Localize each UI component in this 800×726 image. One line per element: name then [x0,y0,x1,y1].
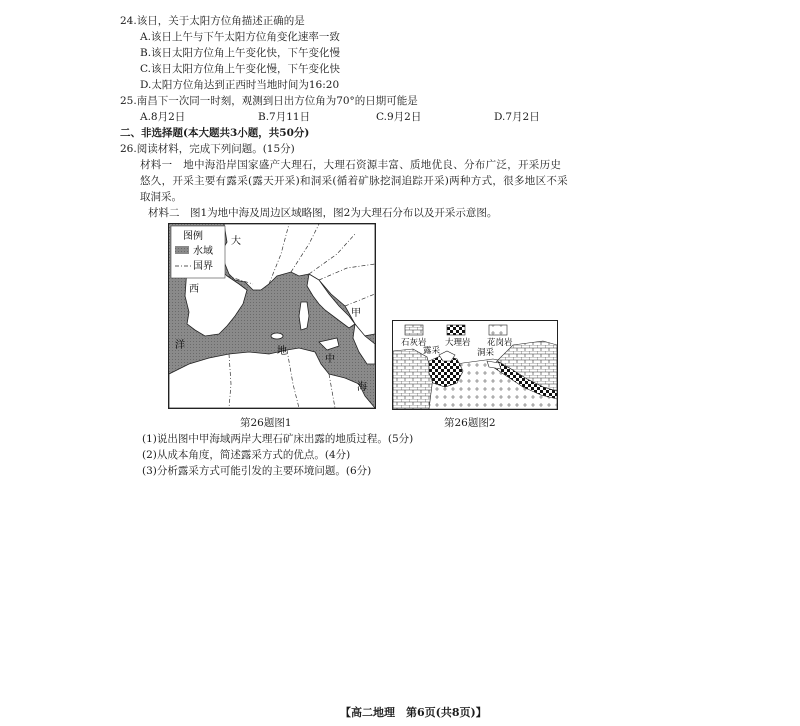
label-xi: 西 [189,284,199,295]
legend-granite-label: 花岗岩 [487,338,513,348]
q26-material2: 材料二 图1为地中海及周边区域略图，图2为大理石分布以及开采示意图。 [148,207,498,219]
legend-water-swatch [175,246,189,254]
label-jia: 甲 [351,308,361,319]
label-zhong: 中 [325,354,335,365]
sardinia-island [299,302,309,330]
figure1-caption: 第26题图1 [240,417,292,429]
section-heading: 二、非选择题(本大题共3小题，共50分) [120,127,310,139]
q25-option-b: B.7月11日 [258,111,311,123]
mediterranean-map-svg [169,224,375,408]
page-footer: 【高二地理 第6页(共8页)】 [340,706,487,719]
legend-granite-swatch [489,325,507,335]
label-yang: 洋 [175,340,185,351]
q24-stem: 24.该日，关于太阳方位角描述正确的是 [120,15,305,27]
q24-option-b: B.该日太阳方位角上午变化快，下午变化慢 [140,47,341,59]
label-hai: 海 [357,382,367,393]
q26-sub2: (2)从成本角度，简述露采方式的优点。(4分) [142,449,351,461]
balearic-island [271,333,283,339]
figure2-caption: 第26题图2 [444,417,496,429]
legend-border-label: 国界 [193,261,213,272]
legend-title: 图例 [183,231,203,242]
legend-limestone-label: 石灰岩 [401,338,427,348]
q26-sub1: (1)说出图中甲海域两岸大理石矿床出露的地质过程。(5分) [142,433,414,445]
legend-marble-swatch [447,325,465,335]
q25-option-a: A.8月2日 [140,111,186,123]
label-cave: 洞采 [477,348,495,358]
q26-sub3: (3)分析露采方式可能引发的主要环境问题。(6分) [142,465,372,477]
legend-limestone-swatch [405,325,423,335]
q25-option-d: D.7月2日 [494,111,540,123]
figure1-map [168,223,376,409]
marble-diagram-svg [393,321,557,409]
label-di: 地 [277,346,287,357]
legend-marble-label: 大理岩 [445,338,471,348]
q24-option-d: D.太阳方位角达到正西时当地时间为16:20 [140,79,340,91]
figure2-diagram [392,320,558,410]
q26-material1-line3: 取洞采。 [140,191,182,203]
q24-option-a: A.该日上午与下午太阳方位角变化速率一致 [140,31,340,43]
q26-material1-line2: 悠久，开采主要有露采(露天开采)和洞采(循着矿脉挖洞追踪开采)两种方式，很多地区不采 [140,175,568,187]
q25-option-c: C.9月2日 [376,111,422,123]
legend-water-label: 水域 [193,246,213,257]
q25-stem: 25.南昌下一次同一时刻，观测到日出方位角为70°的日期可能是 [120,95,418,107]
limestone-left [393,349,433,409]
q24-option-c: C.该日太阳方位角上午变化慢，下午变化快 [140,63,340,75]
label-da: 大 [231,236,241,247]
q26-material1-line1: 材料一 地中海沿岸国家盛产大理石，大理石资源丰富、质地优良、分布广泛，开采历史 [140,159,562,171]
label-open-pit: 露采 [423,346,441,356]
q26-stem: 26.阅读材料，完成下列问题。(15分) [120,143,295,155]
